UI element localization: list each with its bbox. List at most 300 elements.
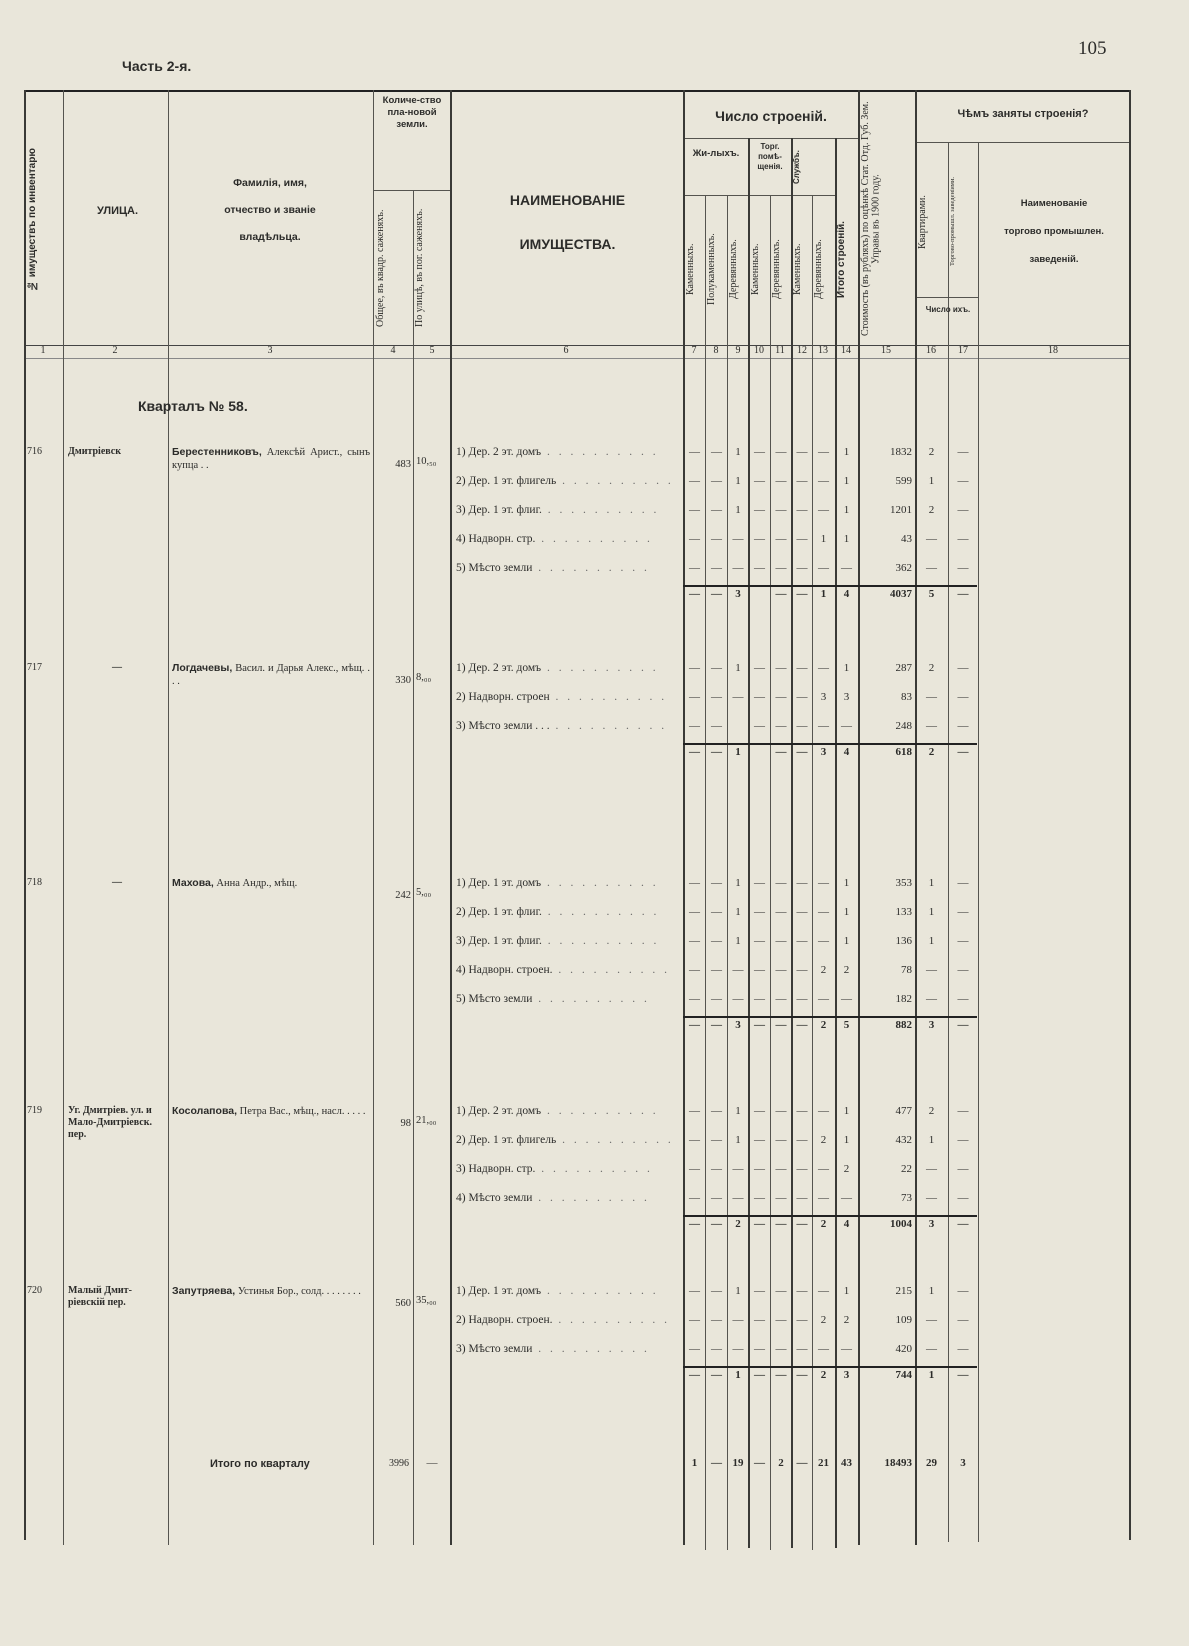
building-count: — [754, 1285, 765, 1297]
subtotal-count: 2 [820, 1218, 827, 1230]
building-count: — [796, 964, 808, 976]
entry-owner [172, 877, 370, 890]
building-count: — [796, 1285, 808, 1297]
building-count: 1 [735, 935, 741, 947]
header-col18-line: торгово промышлен. [1004, 226, 1104, 237]
leader-dots: . . . . . . . . . . [556, 475, 674, 487]
trade-count: — [957, 1105, 969, 1117]
building-count: 3 [820, 691, 827, 703]
entry-owner [172, 1285, 370, 1298]
building-count: — [754, 533, 765, 545]
subtotal-count: — [689, 746, 700, 758]
item-name-text: 1) Дер. 1 эт. домъ [456, 1285, 542, 1297]
apartment-count: — [926, 720, 937, 732]
subtotal-count: 3 [735, 1019, 741, 1031]
subtotal-count: 1 [820, 588, 827, 600]
item-value: 362 [895, 562, 912, 574]
page-number: 105 [1078, 38, 1107, 59]
building-count: — [711, 1134, 722, 1146]
header-residential-group: Жи-лыхъ. [692, 148, 740, 159]
item-value: 432 [895, 1134, 912, 1146]
building-count: 1 [735, 1134, 741, 1146]
leader-dots: . . . . . . . . . . [541, 935, 660, 947]
subtotal-rule [683, 1215, 977, 1217]
subtotal-count: 4 [843, 1218, 850, 1230]
building-count: — [818, 1163, 829, 1175]
column-number: 3 [267, 345, 273, 356]
leader-dots: . . . . . . . . . . [532, 1192, 650, 1204]
owner-surname: Логдачевы, [172, 662, 233, 674]
owner-details: Петра Вас., мѣщ., насл. . . . . [237, 1106, 366, 1117]
building-count: — [796, 504, 808, 516]
item-name-text: 1) Дер. 1 эт. домъ [456, 877, 542, 889]
subtotal-apartments: 2 [928, 746, 935, 758]
header-col3-line: Фамилія, имя, [233, 177, 307, 189]
quarter-title: Кварталъ № 58. [138, 398, 248, 414]
building-count: — [711, 504, 722, 516]
trade-count: — [957, 1192, 969, 1204]
item-value: 420 [895, 1343, 912, 1355]
building-count: — [775, 504, 787, 516]
item-name [456, 1343, 680, 1355]
item-name-text: 4) Надворн. стр. [456, 533, 536, 545]
building-count: — [754, 562, 765, 574]
header-col7: Каменныхъ. [685, 243, 696, 295]
trade-count: — [957, 562, 969, 574]
building-count: — [689, 877, 700, 889]
subtotal-count: — [796, 1019, 808, 1031]
subtotal-count: — [711, 1019, 722, 1031]
building-count: — [689, 906, 700, 918]
quarter-total-count: — [796, 1457, 808, 1469]
entry-number: 719 [27, 1105, 42, 1116]
building-count: 1 [735, 504, 741, 516]
building-count: — [732, 964, 744, 976]
building-count: — [689, 720, 700, 732]
col-border [63, 90, 64, 1545]
item-value: 133 [895, 906, 912, 918]
header-land-group: Количе-ство пла-новой земли. [382, 95, 442, 130]
item-name-text: 4) Мѣсто земли [456, 1192, 533, 1204]
building-count: — [796, 877, 808, 889]
owner-details: Анна Андр., мѣщ. [213, 878, 298, 889]
building-count: — [796, 691, 808, 703]
item-value: 248 [895, 720, 912, 732]
building-count: — [775, 1192, 787, 1204]
subtotal-count: 2 [820, 1019, 827, 1031]
leader-dots: . . . . . . . . . . [556, 1134, 674, 1146]
quarter-total-count: 1 [691, 1457, 698, 1469]
building-count: — [841, 1192, 852, 1204]
quarter-total-frontage: — [426, 1457, 438, 1469]
building-count: 1 [735, 662, 741, 674]
building-count: — [818, 993, 829, 1005]
col-border [450, 90, 452, 1545]
item-name-text: 3) Дер. 1 эт. флиг. [456, 935, 542, 947]
subtotal-count: 5 [843, 1019, 850, 1031]
building-count: — [689, 935, 700, 947]
land-group-divider [373, 190, 450, 191]
apartment-count: — [926, 533, 937, 545]
item-name-text: 3) Надворн. стр. [456, 1163, 536, 1175]
building-count: 1 [843, 935, 850, 947]
item-value: 109 [895, 1314, 912, 1326]
leader-dots: . . . . . . . . . . [535, 533, 653, 545]
subtotal-trade: — [957, 588, 969, 600]
item-name-text: 5) Мѣсто земли [456, 562, 533, 574]
item-name [456, 1192, 680, 1204]
building-count: — [775, 1314, 787, 1326]
item-name-text: 2) Дер. 1 эт. флиг. [456, 906, 542, 918]
quarter-total-count: 43 [841, 1457, 852, 1469]
subtotal-rule [683, 1366, 977, 1368]
item-name-text: 4) Надворн. строен. [456, 964, 553, 976]
subtotal-apartments: 3 [928, 1218, 935, 1230]
entry-owner [172, 662, 370, 688]
building-count: — [754, 1105, 765, 1117]
item-value: 136 [895, 935, 912, 947]
building-count: — [818, 504, 829, 516]
column-number: 12 [797, 345, 807, 356]
building-count: — [796, 1134, 808, 1146]
col-border-right [1129, 90, 1131, 1540]
item-value: 22 [901, 1163, 912, 1175]
apartment-count: 1 [928, 877, 935, 889]
header-col1: № имуществъ по инвентарю [27, 148, 38, 292]
building-count: — [775, 720, 787, 732]
building-count: 1 [735, 446, 741, 458]
item-name-text: 2) Надворн. строен [456, 691, 550, 703]
apartment-count: — [926, 562, 937, 574]
buildings-group-divider [683, 138, 858, 139]
column-number: 11 [775, 345, 785, 356]
item-name-text: 3) Мѣсто земли [456, 1343, 533, 1355]
header-col16: Квартирами. [917, 195, 928, 249]
quarter-total-count: — [754, 1457, 765, 1469]
building-count: — [775, 533, 787, 545]
building-count: — [732, 1314, 744, 1326]
trade-count: — [957, 1343, 969, 1355]
column-number-row-border [24, 358, 1130, 359]
item-value: 287 [895, 662, 912, 674]
item-value: 477 [895, 1105, 912, 1117]
leader-dots: . . . . . . . . . . [541, 877, 659, 889]
building-count: — [775, 475, 787, 487]
building-count: — [689, 1105, 700, 1117]
apartment-count: 1 [928, 475, 935, 487]
column-number: 2 [112, 345, 118, 356]
building-count: — [796, 1105, 808, 1117]
column-number: 13 [818, 345, 828, 356]
header-count-label: Число ихъ. [925, 305, 971, 314]
item-name [456, 1134, 680, 1146]
entry-owner [172, 446, 370, 472]
building-count: 1 [735, 877, 741, 889]
building-count: — [754, 1134, 765, 1146]
building-count: — [796, 1343, 808, 1355]
header-col18-line: Наименованіе [1020, 198, 1088, 209]
owner-surname: Запутряева, [172, 1285, 236, 1297]
entry-number: 718 [27, 877, 42, 888]
subtotal-count: — [775, 588, 787, 600]
subtotal-value: 4037 [890, 588, 912, 600]
building-count: — [818, 906, 829, 918]
entry-owner [172, 1105, 370, 1118]
owner-details: Алексѣй Арист., сынъ купца . . [172, 447, 370, 471]
subtotal-count: — [796, 1369, 808, 1381]
leader-dots: . . . . . . . . . . [549, 691, 668, 703]
building-count: — [754, 1192, 765, 1204]
building-count: — [732, 1163, 744, 1175]
item-value: 353 [895, 877, 912, 889]
owner-details: Васил. и Дарья Алекс., мѣщ. . . . [172, 663, 370, 687]
building-count: — [732, 993, 744, 1005]
building-count: — [796, 562, 808, 574]
column-number: 17 [958, 345, 968, 356]
item-name [456, 475, 680, 487]
item-name [456, 533, 680, 545]
building-count: — [754, 662, 765, 674]
apartment-count: 1 [928, 1134, 935, 1146]
building-count: — [796, 662, 808, 674]
apartment-count: 1 [928, 935, 935, 947]
entry-frontage: 10,₅₀ [416, 456, 437, 467]
leader-dots: . . . . . . . . . . [541, 504, 660, 516]
column-number: 1 [40, 345, 46, 356]
item-value: 83 [901, 691, 912, 703]
subtotal-rule [683, 743, 977, 745]
item-name [456, 906, 680, 918]
building-count: — [711, 906, 722, 918]
building-count: — [775, 662, 787, 674]
apartment-count: — [926, 1192, 937, 1204]
building-count: — [775, 1343, 787, 1355]
building-count: — [796, 1192, 808, 1204]
quarter-total-apartments: 29 [926, 1457, 937, 1469]
header-col13: Деревянныхъ. [813, 239, 824, 299]
building-count: — [775, 562, 787, 574]
apartment-count: 2 [928, 446, 935, 458]
building-count: 1 [843, 877, 850, 889]
subtotal-count: — [775, 746, 787, 758]
building-count: — [818, 1192, 829, 1204]
building-count: — [796, 475, 808, 487]
subtotal-value: 618 [895, 746, 912, 758]
building-count: — [689, 691, 700, 703]
building-count: — [818, 1343, 829, 1355]
building-count: — [711, 1285, 722, 1297]
building-count: — [796, 906, 808, 918]
trade-count: — [957, 446, 969, 458]
item-value: 73 [901, 1192, 912, 1204]
building-count: 1 [843, 446, 850, 458]
trade-count: — [957, 475, 969, 487]
subtotal-trade: — [957, 1019, 969, 1031]
col-border [373, 90, 374, 1545]
subtotal-count: — [689, 1019, 700, 1031]
trade-count: — [957, 662, 969, 674]
item-name-text: 2) Дер. 1 эт. флигель [456, 1134, 557, 1146]
building-count: — [689, 1163, 700, 1175]
building-count: — [754, 446, 765, 458]
item-name-text: 1) Дер. 2 эт. домъ [456, 446, 542, 458]
item-name-text: 2) Дер. 1 эт. флигель [456, 475, 557, 487]
subtotal-count: — [711, 746, 722, 758]
entry-street: Дмитріевск [68, 446, 121, 457]
building-count: — [754, 935, 765, 947]
col-border [413, 190, 414, 1545]
column-number: 6 [563, 345, 569, 356]
apartment-count: 2 [928, 662, 935, 674]
building-count: — [711, 691, 722, 703]
building-count: — [775, 964, 787, 976]
header-col5: По улицѣ, въ пог. саженяхъ. [414, 208, 425, 328]
building-count: — [775, 935, 787, 947]
building-count: 1 [843, 662, 850, 674]
building-count: 1 [735, 1285, 741, 1297]
subtotal-apartments: 1 [928, 1369, 935, 1381]
subtotal-count: 2 [820, 1369, 827, 1381]
col-border [948, 142, 949, 1542]
building-count: — [711, 720, 722, 732]
owner-details: Устинья Бор., солд. . . . . . . . [235, 1286, 361, 1297]
item-value: 43 [901, 533, 912, 545]
building-count: — [754, 691, 765, 703]
building-count: — [754, 1343, 765, 1355]
quarter-total-count: 21 [818, 1457, 829, 1469]
building-count: — [841, 993, 852, 1005]
building-count: — [796, 446, 808, 458]
column-number: 15 [881, 345, 891, 356]
item-name-text: 1) Дер. 2 эт. домъ [456, 662, 542, 674]
building-count: — [732, 533, 744, 545]
building-count: — [689, 1314, 700, 1326]
item-name-text: 1) Дер. 2 эт. домъ [456, 1105, 542, 1117]
building-count: 3 [843, 691, 850, 703]
trade-count: — [957, 906, 969, 918]
subtotal-trade: — [957, 746, 969, 758]
subtotal-count: — [796, 1218, 808, 1230]
building-count: 2 [820, 1314, 827, 1326]
subtotal-count: — [689, 1218, 700, 1230]
entry-street: Уг. Дмитріев. ул. и Мало-Дмитріевск. пер. [68, 1105, 152, 1140]
leader-dots: . . . . . . . . . . [541, 662, 659, 674]
building-count: 1 [735, 475, 741, 487]
building-count: 1 [843, 1134, 850, 1146]
entry-street: Малый Дмит-ріевскій пер. [68, 1285, 132, 1308]
building-count: 1 [843, 504, 850, 516]
column-number: 18 [1048, 345, 1058, 356]
header-service-group: Службъ. [792, 150, 801, 184]
quarter-total-area: 3996 [389, 1458, 409, 1469]
subtotal-count: — [711, 1369, 722, 1381]
column-number: 5 [429, 345, 435, 356]
building-count: 1 [843, 1105, 850, 1117]
trade-count: — [957, 964, 969, 976]
subtotal-count: — [754, 1218, 765, 1230]
entry-area: 483 [395, 459, 411, 470]
building-count: — [818, 446, 829, 458]
building-count: 1 [843, 1285, 850, 1297]
count-divider [915, 297, 978, 298]
header-col9: Деревянныхъ. [728, 239, 739, 299]
item-name [456, 877, 680, 889]
subtotal-count: — [775, 1019, 787, 1031]
header-buildings-group: Число строеній. [715, 108, 827, 124]
header-col6-line: НАИМЕНОВАНІЕ [509, 192, 626, 208]
subtotal-count: 3 [843, 1369, 850, 1381]
building-count: — [689, 533, 700, 545]
item-name [456, 562, 680, 574]
item-value: 182 [895, 993, 912, 1005]
col-border [168, 90, 169, 1545]
subtotal-count: — [796, 588, 808, 600]
item-name [456, 1163, 680, 1175]
entry-street: — [112, 662, 122, 673]
trade-count: — [957, 504, 969, 516]
building-count: — [689, 1285, 700, 1297]
header-col3 [170, 170, 370, 251]
building-count: — [754, 906, 765, 918]
building-count: — [775, 1134, 787, 1146]
subtotal-value: 1004 [890, 1218, 912, 1230]
building-count: — [689, 662, 700, 674]
col-border [978, 142, 979, 1542]
leader-dots: . . . . . . . . . . [532, 1343, 650, 1355]
header-col18-line: заведеній. [1029, 254, 1079, 265]
item-name-text: 2) Надворн. строен. [456, 1314, 553, 1326]
building-count: — [689, 446, 700, 458]
entry-area: 330 [395, 675, 411, 686]
building-count: — [711, 1192, 722, 1204]
item-name [456, 964, 680, 976]
building-count: — [754, 1314, 765, 1326]
building-count: 1 [735, 1105, 741, 1117]
leader-dots: . . . . . . . . . . [552, 1314, 671, 1326]
leader-dots: . . . . . . . . . . [541, 446, 659, 458]
part-label: Часть 2-я. [122, 58, 192, 74]
building-count: — [732, 1192, 744, 1204]
building-count: — [818, 720, 829, 732]
entry-area: 98 [400, 1118, 411, 1129]
item-value: 1201 [890, 504, 912, 516]
item-value: 215 [895, 1285, 912, 1297]
building-count: 1 [820, 533, 827, 545]
building-count: — [841, 720, 852, 732]
building-count: — [796, 720, 808, 732]
building-count: — [711, 1163, 722, 1175]
leader-dots: . . . . . . . . . . [535, 1163, 653, 1175]
apartment-count: 2 [928, 1105, 935, 1117]
col-border-left [24, 90, 26, 1540]
building-count: — [754, 1163, 765, 1175]
entry-area: 560 [395, 1298, 411, 1309]
subtotal-trade: — [957, 1369, 969, 1381]
building-count: — [754, 475, 765, 487]
building-count: — [689, 504, 700, 516]
item-name [456, 935, 680, 947]
subtotal-count: — [775, 1369, 787, 1381]
subtotal-trade: — [957, 1218, 969, 1230]
item-value: 599 [895, 475, 912, 487]
subtotal-count: — [796, 746, 808, 758]
building-count: — [775, 906, 787, 918]
item-name [456, 1314, 680, 1326]
owner-surname: Берестенниковъ, [172, 446, 262, 458]
building-count: — [796, 935, 808, 947]
quarter-total-count: 2 [778, 1457, 784, 1469]
building-count: — [711, 935, 722, 947]
